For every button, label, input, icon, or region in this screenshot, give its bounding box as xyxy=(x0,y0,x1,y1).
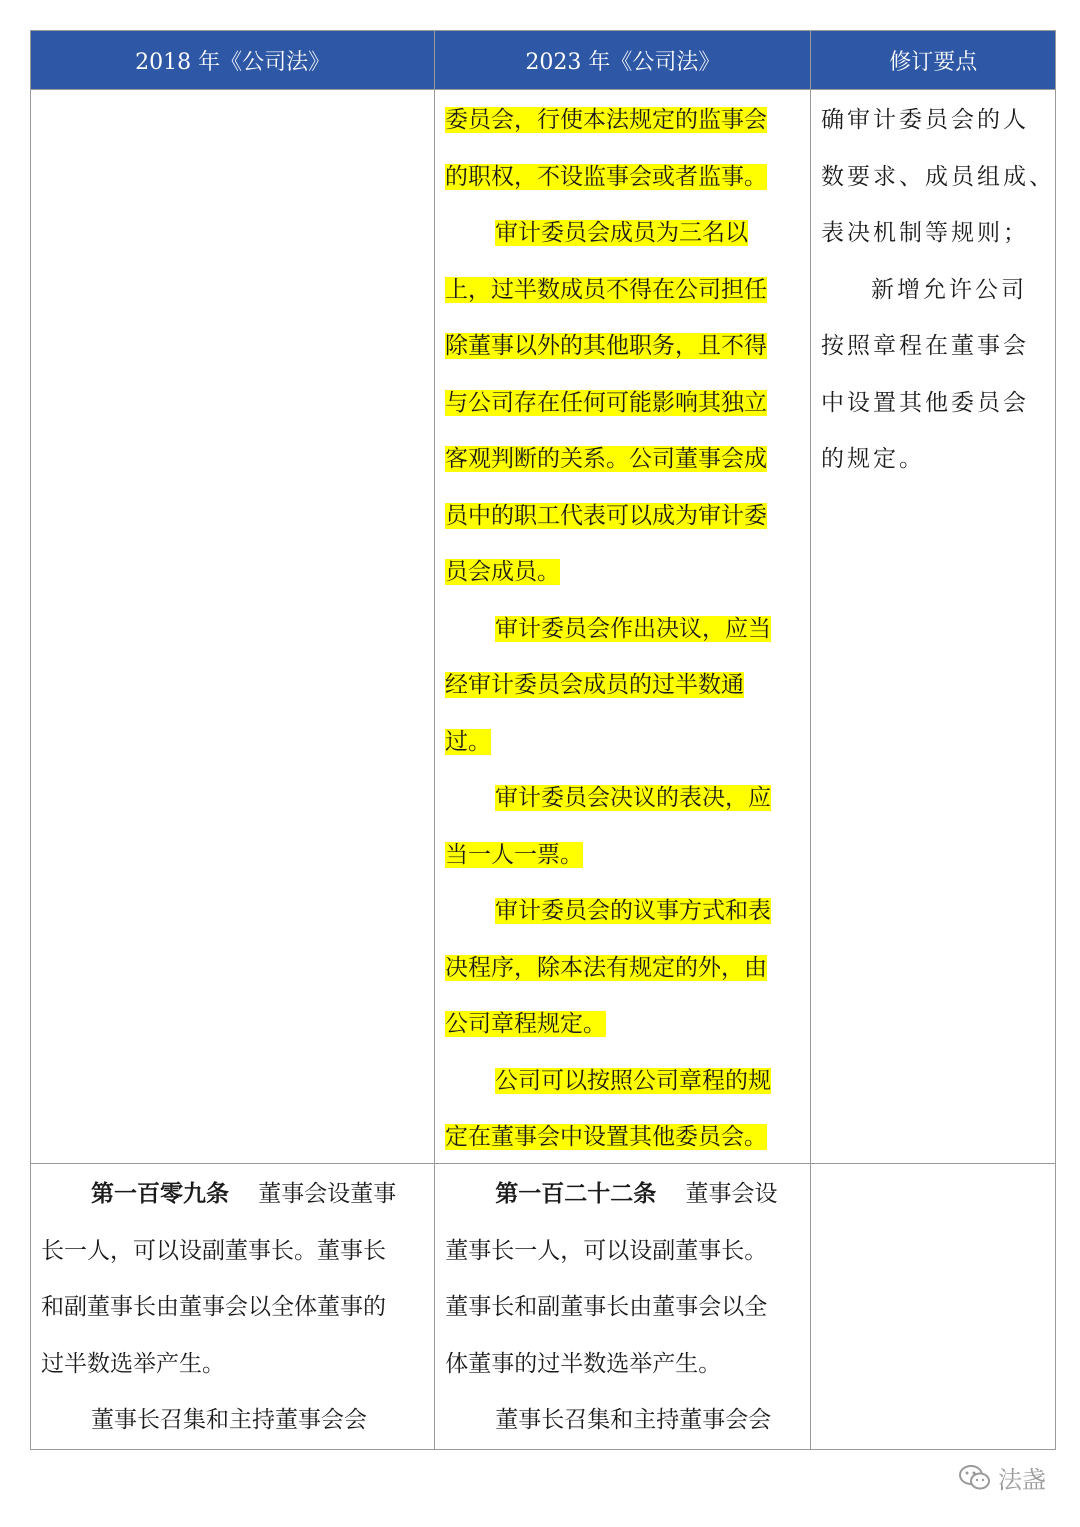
note-text: 确审计委员会的人 xyxy=(821,107,1029,133)
article-line: 董事长召集和主持董事会会 xyxy=(91,1407,367,1433)
comparison-table xyxy=(30,30,1056,1450)
note-text: 的规定。 xyxy=(821,446,925,472)
highlighted-text: 员中的职工代表可以成为审计委 xyxy=(444,502,767,529)
note-text: 表决机制等规则； xyxy=(821,220,1029,246)
table-header xyxy=(31,31,1055,90)
header-2018: 2018 年《公司法》 xyxy=(31,31,435,89)
highlighted-text: 审计委员会成员为三名以 xyxy=(494,220,748,246)
highlighted-text: 当一人一票。 xyxy=(444,841,583,868)
text-line xyxy=(445,996,800,1053)
text-line xyxy=(445,318,800,375)
row1-2023-cell xyxy=(435,90,811,1163)
highlighted-text: 与公司存在任何可能影响其独立 xyxy=(444,389,767,416)
text-line xyxy=(445,488,800,545)
text-line xyxy=(445,940,800,997)
text-line xyxy=(445,770,800,827)
header-revision-points: 修订要点 xyxy=(889,49,978,75)
highlighted-text: 公司章程规定。 xyxy=(444,1011,606,1037)
highlighted-text: 上，过半数成员不得在公司担任 xyxy=(444,276,767,303)
text-line xyxy=(821,262,1045,319)
article-line: 过半数选举产生。 xyxy=(41,1350,225,1377)
highlighted-text: 员会成员。 xyxy=(444,559,560,585)
highlighted-text: 除董事以外的其他职务，且不得 xyxy=(444,333,767,359)
text-line xyxy=(445,1109,800,1166)
note-text: 数要求、成员组成、 xyxy=(821,163,1055,190)
row1-2018-cell xyxy=(31,90,435,1163)
highlighted-text: 经审计委员会成员的过半数通 xyxy=(444,672,744,698)
row2-2018-cell xyxy=(31,1164,435,1449)
article-line: 和副董事长由董事会以全体董事的 xyxy=(41,1294,386,1320)
article-first-line xyxy=(41,1166,424,1223)
text-line xyxy=(445,544,800,601)
row2-2023-cell xyxy=(435,1164,811,1449)
article-line: 董事长一人，可以设副董事长。 xyxy=(445,1237,768,1264)
text-line xyxy=(445,375,800,432)
highlighted-text: 审计委员会的议事方式和表 xyxy=(494,898,771,924)
article-text: 董事会设 xyxy=(685,1181,778,1207)
row2-notes-cell xyxy=(811,1164,1055,1449)
highlighted-text: 的职权，不设监事会或者监事。 xyxy=(444,163,767,190)
article-line: 长一人，可以设副董事长。董事长 xyxy=(41,1237,386,1264)
text-line xyxy=(821,318,1045,375)
note-text: 新增允许公司 xyxy=(871,276,1027,303)
highlighted-text: 过。 xyxy=(444,728,491,755)
text-line xyxy=(445,1053,800,1110)
text-line xyxy=(445,827,800,884)
highlighted-text: 审计委员会作出决议，应当 xyxy=(494,615,771,642)
highlighted-text: 决程序，除本法有规定的外，由 xyxy=(444,954,767,981)
highlighted-text: 审计委员会决议的表决，应 xyxy=(494,785,771,811)
table-row xyxy=(31,1164,1055,1449)
article-number: 第一百零九条 xyxy=(91,1180,229,1207)
watermark xyxy=(958,1460,1046,1495)
note-text: 按照章程在董事会 xyxy=(821,333,1029,359)
highlighted-text: 定在董事会中设置其他委员会。 xyxy=(444,1124,767,1150)
highlighted-text: 委员会，行使本法规定的监事会 xyxy=(444,107,767,133)
text-line xyxy=(445,883,800,940)
article-text: 董事会设董事 xyxy=(258,1181,397,1207)
highlighted-text: 客观判断的关系。公司董事会成 xyxy=(444,446,767,472)
article-number: 第一百二十二条 xyxy=(495,1180,657,1207)
row1-notes-cell xyxy=(811,90,1055,1163)
text-line xyxy=(445,714,800,771)
table-row xyxy=(31,90,1055,1164)
text-line xyxy=(445,657,800,714)
text-line xyxy=(445,262,800,319)
watermark-text: 法盏 xyxy=(998,1466,1046,1494)
text-line xyxy=(445,431,800,488)
text-line xyxy=(821,92,1045,149)
article-line: 董事长和副董事长由董事会以全 xyxy=(445,1294,768,1320)
header-2023: 2023 年《公司法》 xyxy=(435,31,811,89)
text-line xyxy=(445,601,800,658)
text-line xyxy=(445,205,800,262)
highlighted-text: 公司可以按照公司章程的规 xyxy=(494,1067,771,1094)
text-line xyxy=(445,149,800,206)
note-text: 中设置其他委员会 xyxy=(821,389,1029,416)
wechat-icon xyxy=(958,1464,992,1492)
text-line xyxy=(445,92,800,149)
article-line: 体董事的过半数选举产生。 xyxy=(445,1350,722,1377)
article-first-line xyxy=(445,1166,800,1223)
text-line xyxy=(821,431,1045,488)
text-line xyxy=(821,149,1055,206)
text-line xyxy=(821,205,1045,262)
text-line xyxy=(821,375,1045,432)
article-line: 董事长召集和主持董事会会 xyxy=(495,1407,772,1433)
